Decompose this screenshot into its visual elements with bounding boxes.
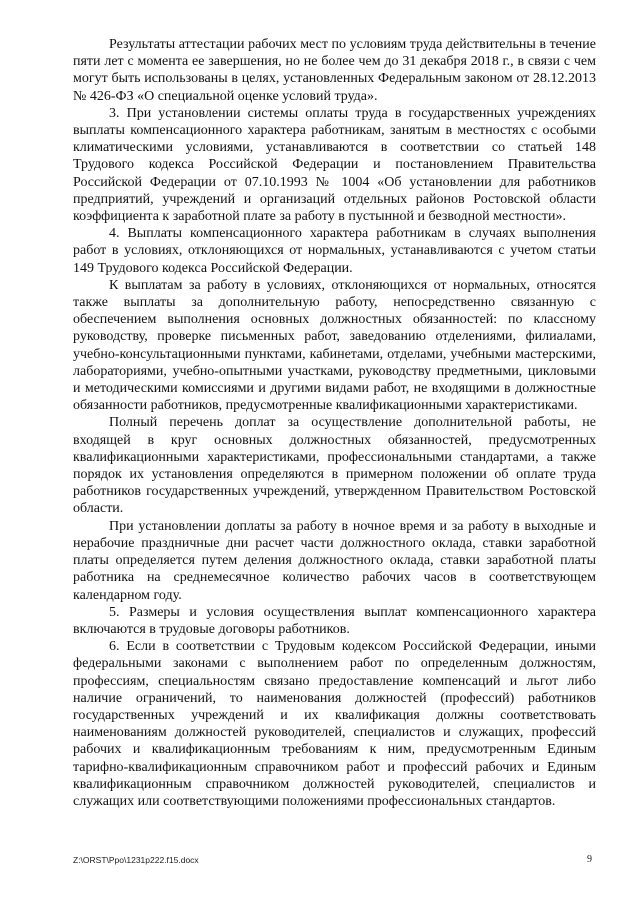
paragraph-item-3-climate-compensation: 3. При установлении системы оплаты труда в государственных учреждениях выплаты компенсационного характера работникам, занятым в местностях с особыми климатическими условиями, устанавливаются в соответствии со статьей 148 Трудового кодекса Российской Федерации и постановлением Правительства Российской Федерации от 07.10.1993 № 1004 «Об установлении для работников предприятий, учреждений и организаций отдельных районов Ростовской области коэффициента к заработной плате за работу в пустынной и безводной местности». <box>73 105 596 225</box>
page-number: 9 <box>587 854 592 865</box>
document-body <box>73 36 596 810</box>
paragraph-item-4-abnormal-conditions: 4. Выплаты компенсационного характера работникам в случаях выполнения работ в условиях, отклоняющихся от нормальных, устанавливаются с учетом статьи 149 Трудового кодекса Российской Федерации. <box>73 226 596 276</box>
footer-file-path: Z:\ORST\Ppo\1231p222.f15.docx <box>73 855 199 865</box>
paragraph-full-list-of-surcharges: Полный перечень доплат за осуществление дополнительной работы, не входящей в круг основных должностных обязанностей, предусмотренных квалификационными характеристиками, профессиональными стандартами, а также порядок их установления определяются в примерном положении об оплате труда работников государственных учреждений, утвержденном Правительством Ростовской области. <box>73 415 596 517</box>
paragraph-additional-work-payments: К выплатам за работу в условиях, отклоняющихся от нормальных, относятся также выплаты за дополнительную работу, непосредственно связанную с обеспечением выполнения основных должностных обязанностей: по классному руководству, проверке письменных работ, заведованию отделениями, филиалами, учебно-консультационными пунктами, кабинетами, отделами, учебными мастерскими, лабораториями, учебно-опытными участками, руководству предметными, цикловыми и методическими комиссиями и другими видами работ, не входящими в должностные обязанности работников, предусмотренные квалификационными характеристиками. <box>73 277 596 414</box>
paragraph-certification-results: Результаты аттестации рабочих мест по условиям труда действительны в течение пяти лет с момента ее завершения, но не более чем до 31 декабря 2018 г., в связи с чем могут быть использованы в целях, установленных Федеральным законом от 28.12.2013 № 426-ФЗ «О специальной оценке условий труда». <box>73 37 596 104</box>
paragraph-item-5-labor-contracts: 5. Размеры и условия осуществления выплат компенсационного характера включаются в трудовые договоры работников. <box>73 604 596 637</box>
paragraph-item-6-position-names: 6. Если в соответствии с Трудовым кодексом Российской Федерации, иными федеральными законами с выполнением работ по определенным должностям, профессиям, специальностям связано предоставление компенсаций и льгот либо наличие ограничений, то наименования должностей (профессий) работников государственных учреждений и их квалификация должны соответствовать наименованиям должностей руководителей, специалистов и служащих, профессий рабочих и квалификационным требованиям к ним, предусмотренным Единым тарифно-квалификационным справочником работ и профессий рабочих и Единым квалификационным справочником должностей руководителей, специалистов и служащих или соответствующими положениями профессиональных стандартов. <box>73 639 596 809</box>
paragraph-night-and-holiday-work: При установлении доплаты за работу в ночное время и за работу в выходные и нерабочие праздничные дни расчет части должностного оклада, ставки заработной платы определяется путем деления должностного оклада, ставки заработной платы работника на среднемесячное количество рабочих часов в соответствующем календарном году. <box>73 518 596 603</box>
